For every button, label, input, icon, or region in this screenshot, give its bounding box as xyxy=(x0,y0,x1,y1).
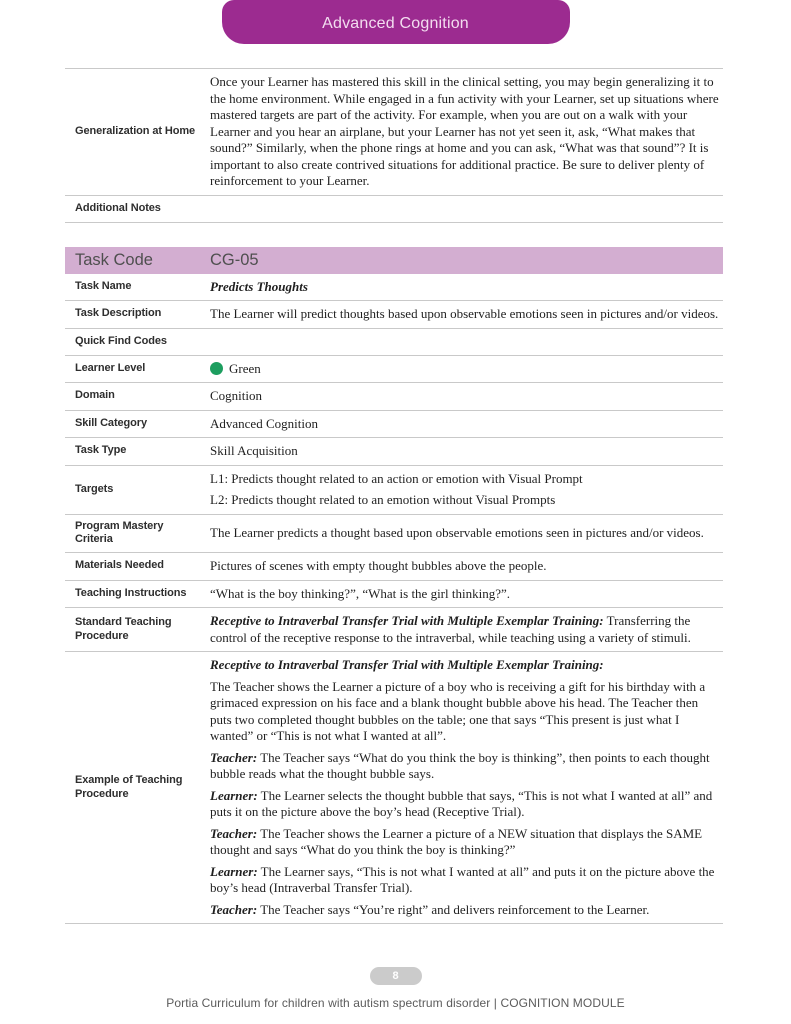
row-content xyxy=(210,613,723,646)
paragraph: Teacher: The Teacher says “What do you think the boy is thinking”, then points to each thought bubble reads what the thought bubble says. xyxy=(210,749,710,781)
table-row xyxy=(65,383,723,411)
task-detail-table xyxy=(65,274,723,925)
task-code-banner xyxy=(65,247,723,274)
row-label: Task Name xyxy=(75,279,132,292)
footer-text: Portia Curriculum for children with autism spectrum disorder | COGNITION MODULE xyxy=(166,996,625,1010)
paragraph: The Learner will predict thoughts based upon observable emotions seen in pictures and/or videos. xyxy=(210,306,719,321)
paragraph: L2: Predicts thought related to an emotion without Visual Prompts xyxy=(210,492,556,507)
paragraph-lead: Receptive to Intraverbal Transfer Trial with Multiple Exemplar Training: xyxy=(210,613,604,628)
paragraph: Learner: The Learner selects the thought bubble that says, “This is not what I wanted at all” and puts it on the picture above the boy’s head (Receptive Trial). xyxy=(210,787,713,819)
paragraph: Learner: The Learner says, “This is not what I wanted at all” and puts it on the picture above the boy’s head (Intraverbal Transfer Trial). xyxy=(210,863,715,895)
paragraph-lead: Teacher: xyxy=(210,749,258,765)
paragraph: Cognition xyxy=(210,388,263,403)
row-label: Materials Needed xyxy=(75,559,164,572)
row-label: Generalization at Home xyxy=(75,124,196,137)
row-content xyxy=(210,525,723,542)
row-content xyxy=(210,361,723,378)
module-header-tab xyxy=(222,0,570,44)
table-row xyxy=(65,411,723,439)
row-content xyxy=(210,279,723,296)
table-row xyxy=(65,652,723,924)
table-row xyxy=(65,274,723,302)
table-row xyxy=(65,608,723,652)
table-row xyxy=(65,69,723,196)
row-label: Skill Category xyxy=(75,416,147,429)
paragraph: L1: Predicts thought related to an action or emotion with Visual Prompt xyxy=(210,470,583,486)
row-label: Standard Teaching Procedure xyxy=(75,615,172,642)
table-row xyxy=(65,581,723,609)
row-content xyxy=(210,657,723,918)
table-row xyxy=(65,329,723,356)
table-row xyxy=(65,553,723,581)
row-content xyxy=(210,388,723,405)
row-content xyxy=(210,443,723,460)
row-label: Quick Find Codes xyxy=(75,334,167,347)
row-content xyxy=(210,416,723,433)
paragraph xyxy=(210,279,721,296)
paragraph-lead: Teacher: xyxy=(210,901,258,917)
row-label: Targets xyxy=(75,482,114,495)
page-number: 8 xyxy=(392,970,399,982)
row-label: Program Mastery Criteria xyxy=(75,519,164,546)
paragraph xyxy=(210,657,721,674)
generalization-table xyxy=(65,68,723,223)
row-content xyxy=(210,74,723,190)
table-row xyxy=(65,301,723,329)
paragraph-lead: Learner: xyxy=(210,863,258,879)
table-row xyxy=(65,196,723,223)
row-label: Domain xyxy=(75,389,115,402)
document-body xyxy=(65,68,723,924)
page-footer xyxy=(0,967,791,1010)
paragraph: Teacher: The Teacher says “You’re right” and delivers reinforcement to the Learner. xyxy=(210,901,650,917)
paragraph: Skill Acquisition xyxy=(210,443,298,458)
paragraph-lead: Learner: xyxy=(210,787,258,803)
paragraph: “What is the boy thinking?”, “What is the girl thinking?”. xyxy=(210,585,511,601)
table-row xyxy=(65,466,723,515)
paragraph: Once your Learner has mastered this skill in the clinical setting, you may begin generalizing it to the home environment. While engaged in a fun activity with your Learner, set up situations where mastered targets are part of the activity. For example, when you are out on a walk with your Learner and you hear an airplane, but your Learner has not yet seen it, ask, “What makes that sound?” Similarly, when the phone rings at home and you can ask, “What was that sound”? It is important to also create contrived situations for additional practice. Be sure to deliver plenty of reinforcement to your Learner. xyxy=(210,74,719,188)
paragraph-lead: Receptive to Intraverbal Transfer Trial with Multiple Exemplar Training: xyxy=(210,657,604,672)
row-content xyxy=(210,558,723,575)
paragraph: Green xyxy=(210,361,721,378)
row-label: Teaching Instructions xyxy=(75,586,187,599)
paragraph: The Teacher shows the Learner a picture of a boy who is receiving a gift for his birthday with a grimaced expression on his face and a blank thought bubble above his head. The Teacher then puts two completed thought bubbles on the table; one that says “This present is just what I wanted” or “This is not what I wanted at all”. xyxy=(210,678,706,743)
row-label: Additional Notes xyxy=(75,201,161,214)
row-label: Task Description xyxy=(75,307,162,320)
paragraph-lead: Teacher: xyxy=(210,825,258,841)
table-row xyxy=(65,438,723,466)
row-content xyxy=(210,471,723,509)
paragraph: The Learner predicts a thought based upon observable emotions seen in pictures and/or videos. xyxy=(210,525,704,540)
paragraph: Advanced Cognition xyxy=(210,415,318,431)
row-label: Task Type xyxy=(75,444,127,457)
table-row xyxy=(65,515,723,554)
task-code-label: Task Code xyxy=(75,250,153,269)
row-content xyxy=(210,306,723,323)
row-content xyxy=(210,586,723,603)
paragraph: Pictures of scenes with empty thought bubbles above the people. xyxy=(210,558,547,573)
learner-level-dot-icon xyxy=(210,362,223,375)
row-label: Learner Level xyxy=(75,361,146,374)
page-number-badge xyxy=(370,967,422,985)
row-label: Example of Teaching Procedure xyxy=(75,773,183,800)
paragraph: Teacher: The Teacher shows the Learner a picture of a NEW situation that displays the SAME thought and says “What do you think the boy is thinking?” xyxy=(210,825,703,857)
module-header-tab-label: Advanced Cognition xyxy=(322,15,469,32)
paragraph: Receptive to Intraverbal Transfer Trial with Multiple Exemplar Training: Transferring the control of the receptive response to the intraverbal, while teaching using a variety of stimuli. xyxy=(210,613,691,645)
table-row xyxy=(65,356,723,384)
paragraph-lead: Predicts Thoughts xyxy=(210,278,308,294)
task-code-value: CG-05 xyxy=(210,250,259,269)
